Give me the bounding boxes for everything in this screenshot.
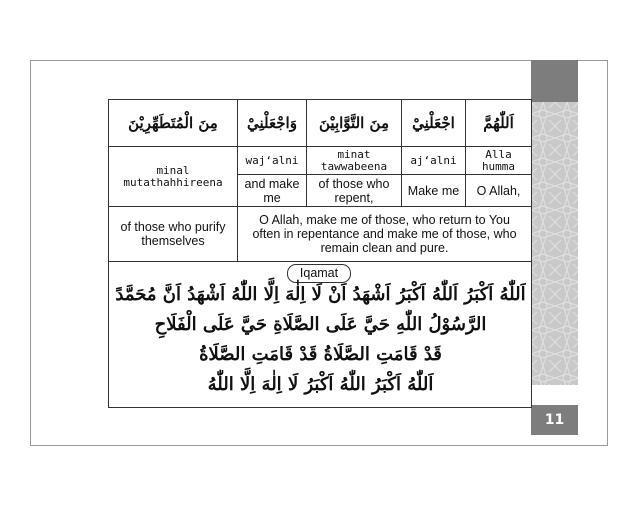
arabic-cell: اجْعَلْنِيْ: [402, 100, 466, 147]
iqamat-cell: [109, 262, 532, 408]
arabic-cell: اَللّٰهُمَّ: [466, 100, 532, 147]
arabic-cell: وَاجْعَلْنِيْ: [238, 100, 307, 147]
decorative-sidebar: [531, 60, 578, 385]
iqamat-line: اَللّٰهُ اَكْبَرُ اَللّٰهُ اَكْبَرُ اَشْهَدُ اَنْ لَا اِلٰهَ اِلَّا اللّٰهُ اَشْهَدُ اَنَّ مُحَمَّدً: [115, 284, 526, 305]
english-cell: and make me: [238, 175, 307, 207]
english-cell: of those who repent,: [307, 175, 402, 207]
transliteration-row: [109, 147, 532, 175]
iqamat-line: الرَّسُوْلُ اللّٰهِ حَيَّ عَلَى الصَّلَاةِ حَيَّ عَلَى الْفَلَاحِ: [154, 314, 487, 335]
meaning-right-cell: O Allah, make me of those, who return to You often in repentance and make me of those, who remain clean and pure.: [238, 207, 532, 262]
english-cell: O Allah,: [466, 175, 532, 207]
translit-cell: waj‘alni: [238, 147, 307, 175]
arabic-row: [109, 100, 532, 147]
iqamat-line: قَدْ قَامَتِ الصَّلَاةُ قَدْ قَامَتِ الصَّلَاةُ: [199, 344, 442, 365]
arabic-cell: مِنَ التَّوَّابِيْنَ: [307, 100, 402, 147]
translit-cell: aj‘alni: [402, 147, 466, 175]
translit-cell: Alla humma: [466, 147, 532, 175]
page-number: 11: [531, 405, 578, 435]
english-cell: Make me: [402, 175, 466, 207]
translit-cell: minal mutathahhireena: [109, 147, 238, 207]
iqamat-row: [109, 262, 532, 408]
arabic-cell: مِنَ الْمُتَطَهِّرِيْنَ: [109, 100, 238, 147]
meaning-row: [109, 207, 532, 262]
iqamat-line: اَللّٰهُ اَكْبَرُ اللّٰهُ اَكْبَرُ لَا اِلٰهَ اِلَّا اللّٰهُ: [207, 374, 434, 395]
sidebar-header-block: [531, 60, 578, 102]
islamic-pattern-icon: [531, 102, 578, 385]
dua-table: [108, 99, 532, 408]
translit-cell: minat tawwabeena: [307, 147, 402, 175]
meaning-left-cell: of those who purify themselves: [109, 207, 238, 262]
iqamat-label: Iqamat: [287, 264, 351, 283]
